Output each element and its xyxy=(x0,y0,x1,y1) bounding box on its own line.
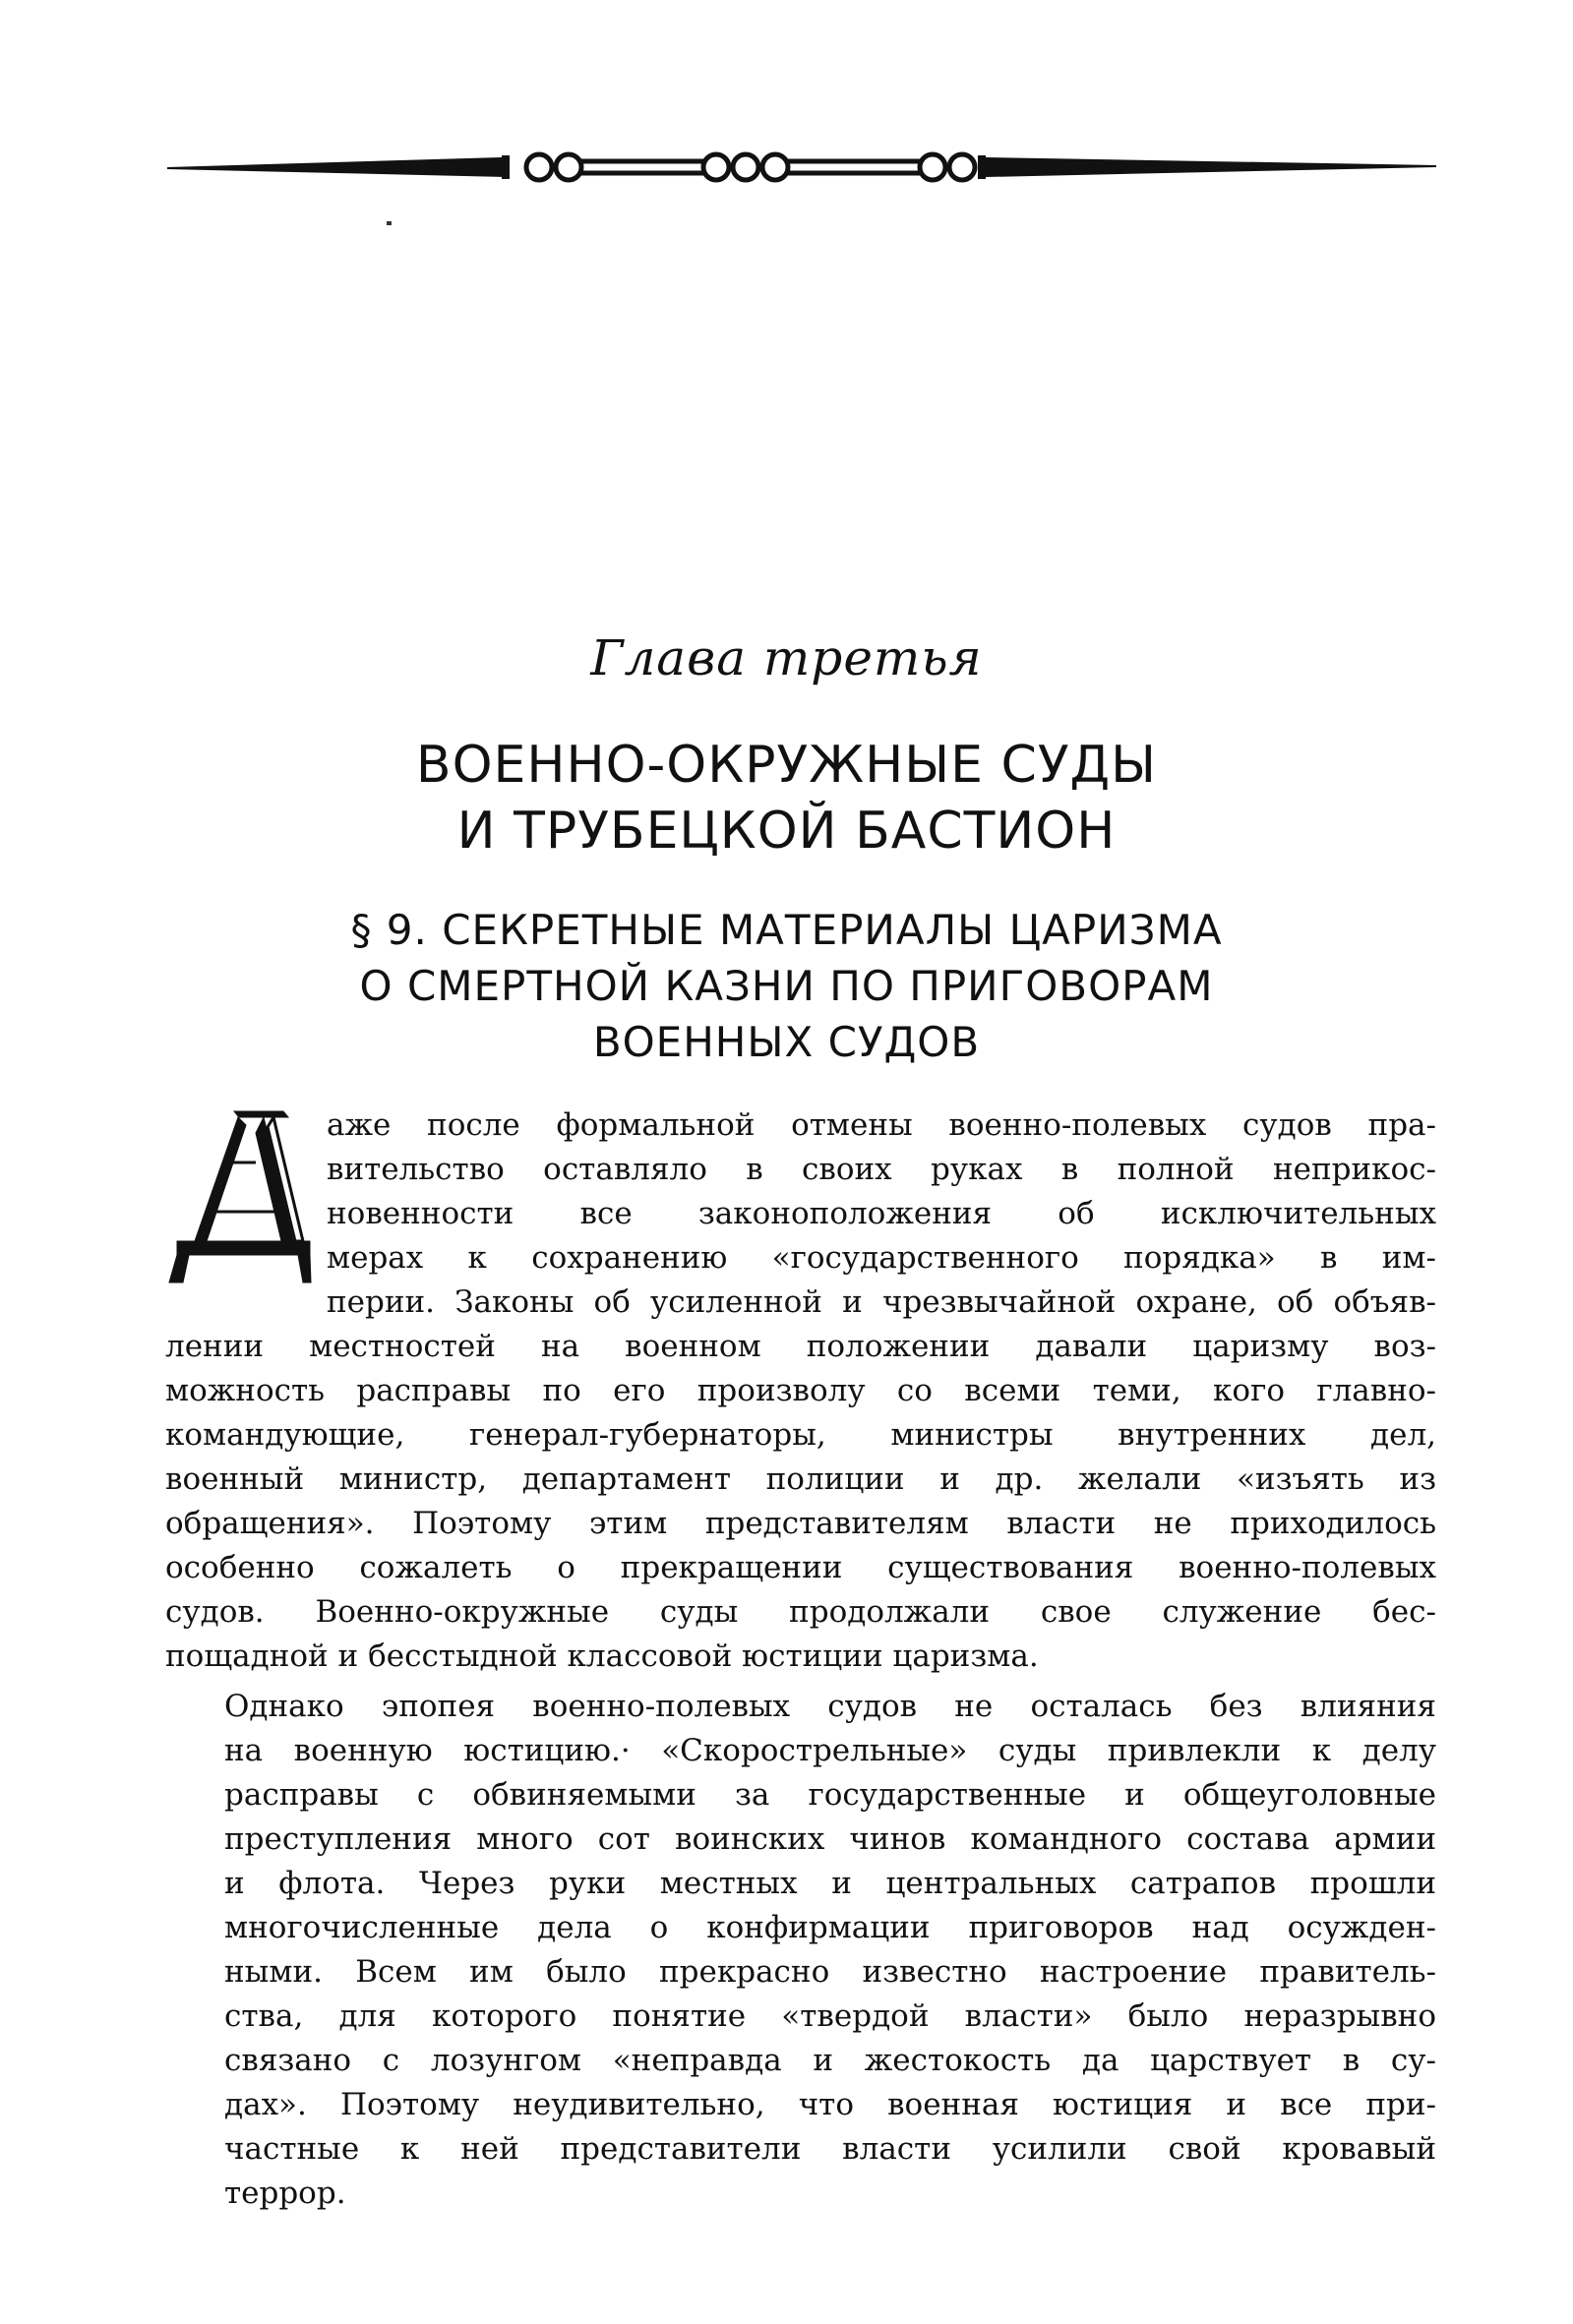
print-speck xyxy=(387,221,392,225)
paragraph-1 xyxy=(165,1103,1436,1679)
paragraph-2-line: дах». Поэтому неудивительно, что военная юстиция и все при- xyxy=(224,2087,1436,2122)
paragraph-1-line: военный министр, департамент полиции и др. желали «изъять из xyxy=(165,1461,1436,1497)
paragraph-2-line: связано с лозунгом «неправда и жестокость да царствует в су- xyxy=(224,2043,1436,2078)
paragraph-1-line: мерах к сохранению «государственного порядка» в им- xyxy=(327,1240,1436,1276)
chapter-label: Глава третья xyxy=(590,629,983,686)
body-text xyxy=(165,1103,1436,2216)
paragraph-2-line: ства, для которого понятие «твердой власти» было неразрывно xyxy=(224,1998,1436,2034)
paragraph-1-line: аже после формальной отмены военно-полевых судов пра- xyxy=(327,1107,1436,1143)
paragraph-1-line: обращения». Поэтому этим представителям власти не приходилось xyxy=(165,1506,1436,1541)
chapter-title-line-1: ВОЕННО-ОКРУЖНЫЕ СУДЫ xyxy=(415,736,1158,795)
paragraph-1-line: лении местностей на военном положении давали царизму воз- xyxy=(165,1329,1436,1364)
section-title-line-2: О СМЕРТНОЙ КАЗНИ ПО ПРИГОВОРАМ xyxy=(359,962,1214,1010)
paragraph-1-line: новенности все законоположения об исключительных xyxy=(327,1196,1436,1231)
paragraph-1-line: перии. Законы об усиленной и чрезвычайной охране, об объяв- xyxy=(327,1284,1436,1320)
paragraph-2-line: многочисленные дела о конфирмации приговоров над осужден- xyxy=(224,1910,1436,1945)
paragraph-2 xyxy=(165,1685,1436,2216)
paragraph-1-line: пощадной и бесстыдной классовой юстиции царизма. xyxy=(165,1639,1039,1674)
paragraph-2-line: на военную юстицию.· «Скорострельные» суды привлекли к делу xyxy=(224,1733,1436,1768)
paragraph-1-line: судов. Военно-окружные суды продолжали свое служение бес- xyxy=(165,1594,1436,1630)
section-title xyxy=(0,902,1573,1070)
paragraph-2-line: террор. xyxy=(224,2175,346,2211)
paragraph-2-line: частные к ней представители власти усилили свой кровавый xyxy=(224,2131,1436,2167)
section-title-line-3: ВОЕННЫХ СУДОВ xyxy=(592,1018,981,1066)
paragraph-1-line: вительство оставляло в своих руках в полной неприкос- xyxy=(327,1152,1436,1187)
header-ornament xyxy=(167,138,1436,197)
paragraph-2-line: ными. Всем им было прекрасно известно настроение правитель- xyxy=(224,1954,1436,1990)
paragraph-2-line: расправы с обвиняемыми за государственные и общеуголовные xyxy=(224,1777,1436,1813)
paragraph-2-line: преступления много сот воинских чинов командного состава армии xyxy=(224,1821,1436,1857)
paragraph-2-line: и флота. Через руки местных и центральных сатрапов прошли xyxy=(224,1866,1436,1901)
paragraph-1-line: можность расправы по его произволу со всеми теми, кого главно- xyxy=(165,1373,1436,1408)
paragraph-1-line: особенно сожалеть о прекращении существования военно-полевых xyxy=(165,1550,1436,1585)
dropcap-letter xyxy=(165,1103,313,1290)
section-title-line-1: § 9. СЕКРЕТНЫЕ МАТЕРИАЛЫ ЦАРИЗМА xyxy=(350,906,1223,954)
chapter-title xyxy=(0,733,1573,864)
paragraph-1-line: командующие, генерал-губернаторы, министры внутренних дел, xyxy=(165,1417,1436,1453)
paragraph-2-line: Однако эпопея военно-полевых судов не осталась без влияния xyxy=(224,1689,1436,1724)
chapter-title-line-2: И ТРУБЕЦКОЙ БАСТИОН xyxy=(456,802,1117,861)
